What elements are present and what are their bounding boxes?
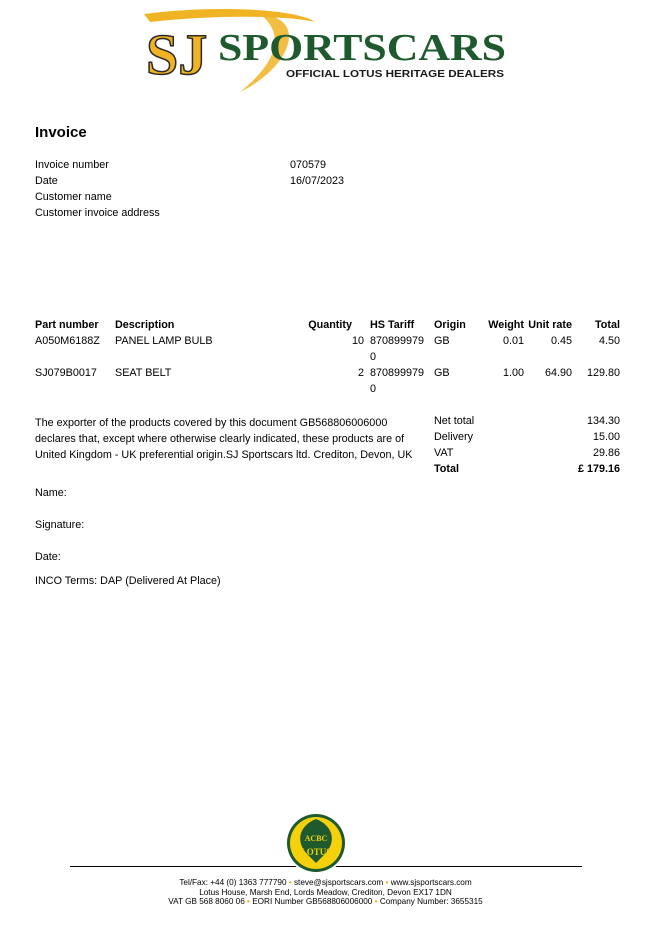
footer-tel: Tel/Fax: +44 (0) 1363 777790 [179, 878, 287, 887]
logo-initials: SJ [146, 22, 208, 87]
footer-web-link[interactable]: www.sjsportscars.com [390, 878, 472, 887]
grand-total-label: Total [434, 463, 459, 475]
lotus-monogram: ACBC [304, 834, 328, 843]
col-header-origin: Origin [434, 319, 466, 331]
invoice-number-value: 070579 [290, 159, 327, 171]
date-label: Date [35, 175, 58, 187]
row-hs-tariff-wrap: 0 [370, 383, 377, 395]
row-hs-tariff: 870899979 [370, 335, 425, 347]
footer-separator-dot: • [385, 878, 389, 887]
logo-name: SPORTSCARS [218, 27, 506, 69]
lotus-badge-text: LOTUS [300, 847, 332, 857]
inco-terms: INCO Terms: DAP (Delivered At Place) [35, 575, 221, 587]
row-origin: GB [434, 367, 450, 379]
lotus-badge-graphic [284, 811, 348, 875]
row-quantity: 10 [351, 335, 364, 347]
delivery-label: Delivery [434, 431, 473, 443]
row-description: PANEL LAMP BULB [115, 335, 213, 347]
footer-email-link[interactable]: steve@sjsportscars.com [293, 878, 384, 887]
col-header-unit-rate: Unit rate [528, 319, 572, 331]
date-signoff-label: Date: [35, 551, 61, 563]
customer-name-label: Customer name [35, 191, 112, 203]
col-header-hs-tariff: HS Tariff [370, 319, 415, 331]
logo-tagline: OFFICIAL LOTUS HERITAGE DEALERS [286, 68, 504, 80]
footer-vat: VAT GB 568 8060 06 [168, 897, 245, 907]
lotus-badge-logo [284, 811, 348, 875]
row-weight: 0.01 [502, 335, 524, 347]
origin-declaration: The exporter of the products covered by this document GB568806006000 declares that, except where otherwise clearly indicated, these products are of United Kingdom - UK preferential origin.SJ Sportscars ltd. Crediton, Devon, UK [35, 417, 413, 461]
col-header-part: Part number [35, 319, 99, 331]
row-unit-rate: 64.90 [544, 367, 572, 379]
row-total: 4.50 [598, 335, 620, 347]
col-header-description: Description [115, 319, 175, 331]
footer-separator-dot: • [374, 897, 378, 907]
delivery-value: 15.00 [592, 431, 620, 443]
row-total: 129.80 [586, 367, 620, 379]
net-total-label: Net total [434, 415, 475, 427]
footer-registration-line [0, 897, 651, 907]
net-total-value: 134.30 [586, 415, 620, 427]
footer-address: Lotus House, Marsh End, Lords Meadow, Crediton, Devon EX17 1DN [199, 887, 452, 897]
customer-address-label: Customer invoice address [35, 207, 160, 219]
footer-company-number: Company Number: 3655315 [379, 897, 483, 907]
row-part-number: SJ079B0017 [35, 367, 97, 379]
row-part-number: A050M6188Z [35, 335, 100, 347]
invoice-number-label: Invoice number [35, 159, 109, 171]
company-footer [0, 878, 651, 907]
row-quantity: 2 [357, 367, 364, 379]
col-header-total: Total [595, 319, 620, 331]
logo-graphic [140, 8, 515, 94]
row-hs-tariff-wrap: 0 [370, 351, 377, 363]
footer-eori: EORI Number GB568806006000 [252, 897, 373, 907]
row-weight: 1.00 [502, 367, 524, 379]
row-description: SEAT BELT [115, 367, 172, 379]
vat-value: 29.86 [592, 447, 620, 459]
logo-swoosh [144, 9, 315, 22]
row-unit-rate: 0.45 [550, 335, 572, 347]
footer-separator-dot: • [247, 897, 250, 907]
name-label: Name: [35, 487, 67, 499]
grand-total-value: £ 179.16 [577, 463, 620, 475]
footer-separator-dot: • [288, 878, 292, 887]
row-origin: GB [434, 335, 450, 347]
col-header-quantity: Quantity [308, 319, 352, 331]
date-value: 16/07/2023 [290, 175, 345, 187]
footer-contact-line [0, 878, 651, 888]
invoice-title: Invoice [35, 124, 87, 141]
sj-sportscars-logo [140, 8, 515, 94]
vat-label: VAT [434, 447, 454, 459]
col-header-weight: Weight [488, 319, 524, 331]
row-hs-tariff: 870899979 [370, 367, 425, 379]
signature-label: Signature: [35, 519, 85, 531]
